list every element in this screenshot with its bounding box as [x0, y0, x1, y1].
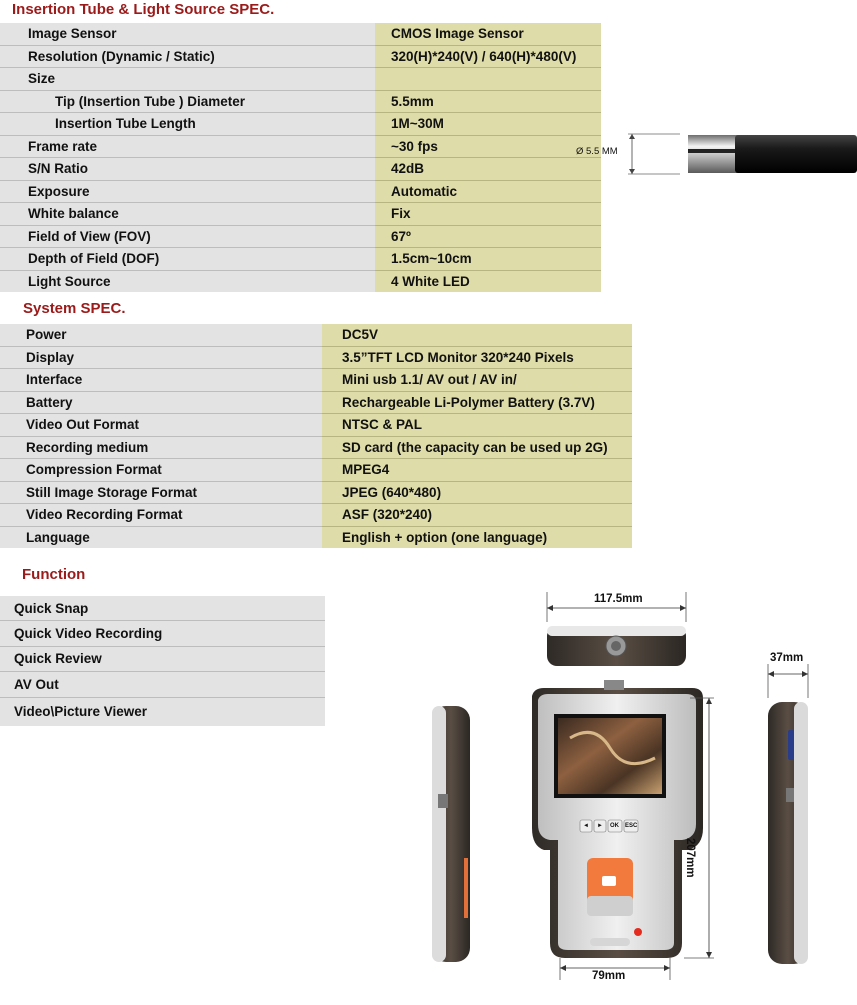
- spec-label: Power: [0, 324, 322, 346]
- function-item: Quick Video Recording: [0, 621, 325, 646]
- spec-label: Exposure: [0, 180, 375, 203]
- spec-row: [0, 248, 601, 271]
- spec-label: Insertion Tube Length: [0, 113, 375, 136]
- spec-label: Image Sensor: [0, 23, 375, 45]
- spec-row: [0, 225, 601, 248]
- spec-row: [0, 346, 632, 369]
- spec-label: Video Out Format: [0, 414, 322, 437]
- spec-label: S/N Ratio: [0, 158, 375, 181]
- function-item: Quick Review: [0, 646, 325, 671]
- function-item: AV Out: [0, 672, 325, 697]
- spec-row: [0, 369, 632, 392]
- spec-row: [0, 504, 632, 527]
- spec-row: [0, 113, 601, 136]
- spec-value: JPEG (640*480): [322, 481, 632, 504]
- spec-value: CMOS Image Sensor: [375, 23, 601, 45]
- spec-label: Still Image Storage Format: [0, 481, 322, 504]
- tube-diameter-label: Ø 5.5 MM: [576, 146, 618, 157]
- spec-label: Field of View (FOV): [0, 225, 375, 248]
- device-figure: [420, 588, 857, 1000]
- spec-row: [0, 180, 601, 203]
- insertion-spec-title: Insertion Tube & Light Source SPEC.: [12, 1, 275, 18]
- spec-value: SD card (the capacity can be used up 2G): [322, 436, 632, 459]
- function-item: Quick Snap: [0, 596, 325, 621]
- function-title: Function: [22, 566, 86, 583]
- spec-label: Depth of Field (DOF): [0, 248, 375, 271]
- spec-row: [0, 45, 601, 68]
- device-bottom-width-label: 79mm: [592, 970, 626, 982]
- spec-value: Rechargeable Li-Polymer Battery (3.7V): [322, 391, 632, 414]
- spec-value: MPEG4: [322, 459, 632, 482]
- spec-row: [0, 203, 601, 226]
- function-row: [0, 621, 325, 646]
- spec-row: [0, 90, 601, 113]
- spec-row: [0, 270, 601, 292]
- spec-value: Mini usb 1.1/ AV out / AV in/: [322, 369, 632, 392]
- spec-row: [0, 414, 632, 437]
- spec-label: Video Recording Format: [0, 504, 322, 527]
- spec-label: Interface: [0, 369, 322, 392]
- spec-value: Fix: [375, 203, 601, 226]
- spec-value: English + option (one language): [322, 526, 632, 548]
- spec-label: Size: [0, 68, 375, 91]
- spec-row: [0, 391, 632, 414]
- spec-row: [0, 526, 632, 548]
- spec-value: Automatic: [375, 180, 601, 203]
- spec-value: DC5V: [322, 324, 632, 346]
- function-row: [0, 646, 325, 671]
- ok-button-label: OK: [610, 823, 619, 829]
- function-row: [0, 672, 325, 697]
- spec-value: 320(H)*240(V) / 640(H)*480(V): [375, 45, 601, 68]
- system-spec-title: System SPEC.: [23, 300, 126, 317]
- insertion-spec-table: [0, 23, 601, 292]
- spec-label: Battery: [0, 391, 322, 414]
- spec-label: Frame rate: [0, 135, 375, 158]
- spec-label: Language: [0, 526, 322, 548]
- spec-row: [0, 23, 601, 45]
- spec-value: ~30 fps: [375, 135, 601, 158]
- function-row: [0, 697, 325, 726]
- spec-label: Light Source: [0, 270, 375, 292]
- left-button-icon: ◄: [583, 823, 589, 829]
- device-depth-label: 37mm: [770, 652, 804, 664]
- spec-value: ASF (320*240): [322, 504, 632, 527]
- spec-value: 42dB: [375, 158, 601, 181]
- spec-label: White balance: [0, 203, 375, 226]
- esc-button-label: ESC: [625, 823, 638, 829]
- spec-label: Resolution (Dynamic / Static): [0, 45, 375, 68]
- spec-row: [0, 324, 632, 346]
- spec-value: 1M~30M: [375, 113, 601, 136]
- spec-label: Display: [0, 346, 322, 369]
- device-height-label: 207mm: [684, 838, 696, 878]
- device-width-label: 117.5mm: [594, 593, 643, 605]
- right-button-icon: ►: [597, 823, 603, 829]
- spec-value: 4 White LED: [375, 270, 601, 292]
- spec-label: Compression Format: [0, 459, 322, 482]
- insertion-tube-figure: [570, 128, 857, 180]
- device-drawing: [420, 588, 857, 1000]
- spec-row: [0, 481, 632, 504]
- spec-value: [375, 68, 601, 91]
- function-table: [0, 596, 325, 726]
- spec-row: [0, 135, 601, 158]
- spec-label: Recording medium: [0, 436, 322, 459]
- spec-value: 1.5cm~10cm: [375, 248, 601, 271]
- spec-value: 5.5mm: [375, 90, 601, 113]
- function-item: Video\Picture Viewer: [0, 697, 325, 726]
- spec-value: 3.5”TFT LCD Monitor 320*240 Pixels: [322, 346, 632, 369]
- spec-row: [0, 436, 632, 459]
- spec-label: Tip (Insertion Tube ) Diameter: [0, 90, 375, 113]
- spec-row: [0, 459, 632, 482]
- spec-row: [0, 68, 601, 91]
- system-spec-table: [0, 324, 632, 548]
- function-row: [0, 596, 325, 621]
- spec-value: 67º: [375, 225, 601, 248]
- spec-row: [0, 158, 601, 181]
- spec-value: NTSC & PAL: [322, 414, 632, 437]
